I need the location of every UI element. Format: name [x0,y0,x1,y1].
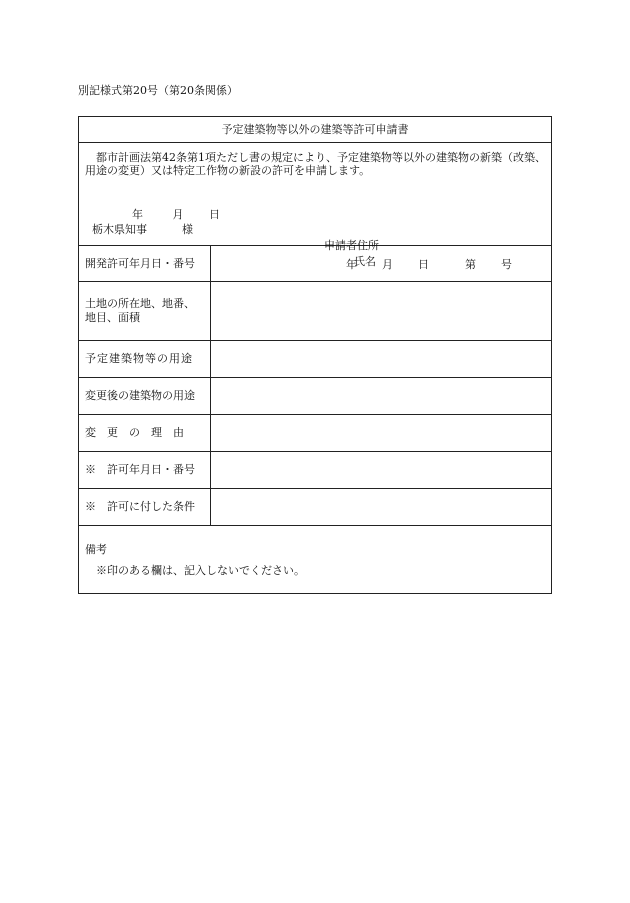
date-month: 月 [172,208,184,221]
table-row [79,489,551,526]
permit-number-prefix: 第 [465,257,476,271]
table-row [79,341,551,378]
table-row [79,378,551,415]
application-date [132,206,220,222]
row-label-permit-conditions: ※ 許可に付した条件 [79,489,211,525]
table-row [79,282,551,341]
permit-conditions-value [211,489,551,525]
addressee-governor: 栃木県知事 [92,223,147,236]
addressee [92,221,193,237]
land-location-line-2: 地目、面積 [85,311,140,324]
land-location-value[interactable] [211,282,551,340]
row-label-planned-use: 予定建築物等の用途 [79,341,211,377]
row-label-development-permit: 開発許可年月日・番号 [79,246,211,281]
permit-year: 年 [346,257,357,271]
form-title: 予定建築物等以外の建築等許可申請書 [79,117,551,143]
table-row [79,452,551,489]
table-row [79,415,551,452]
permit-number-suffix: 号 [501,257,512,271]
row-label-permit-date: ※ 許可年月日・番号 [79,452,211,488]
land-location-line-1: 土地の所在地、地番、 [85,297,195,310]
applicant-name-label: 氏名 [354,255,376,268]
row-label-changed-use: 変更後の建築物の用途 [79,378,211,414]
remarks-text: ※印のある欄は、記入しないでください。 [96,564,305,577]
date-year: 年 [132,208,143,221]
row-label-land-location [79,282,211,340]
application-form [78,116,552,594]
change-reason-value[interactable] [211,415,551,451]
intro-paragraph: 都市計画法第42条第1項ただし書の規定により、予定建築物等以外の建築物の新築（改築、用途の変更）又は特定工作物の新設の許可を申請します。 [85,151,546,177]
form-id: 別記様式第20号（第20条関係） [78,84,238,97]
row-label-change-reason: 変 更 の 理 由 [79,415,211,451]
date-day: 日 [209,208,220,221]
development-permit-value[interactable] [211,246,551,281]
remarks-heading: 備考 [85,543,107,556]
applicant-address-label: 申請者住所 [324,239,379,252]
addressee-honorific: 様 [182,223,193,236]
permit-date-value [211,452,551,488]
table-row [79,246,551,282]
planned-use-value[interactable] [211,341,551,377]
permit-month: 月 [382,257,393,271]
remarks-section [79,526,551,593]
changed-use-value[interactable] [211,378,551,414]
permit-day: 日 [418,257,429,271]
